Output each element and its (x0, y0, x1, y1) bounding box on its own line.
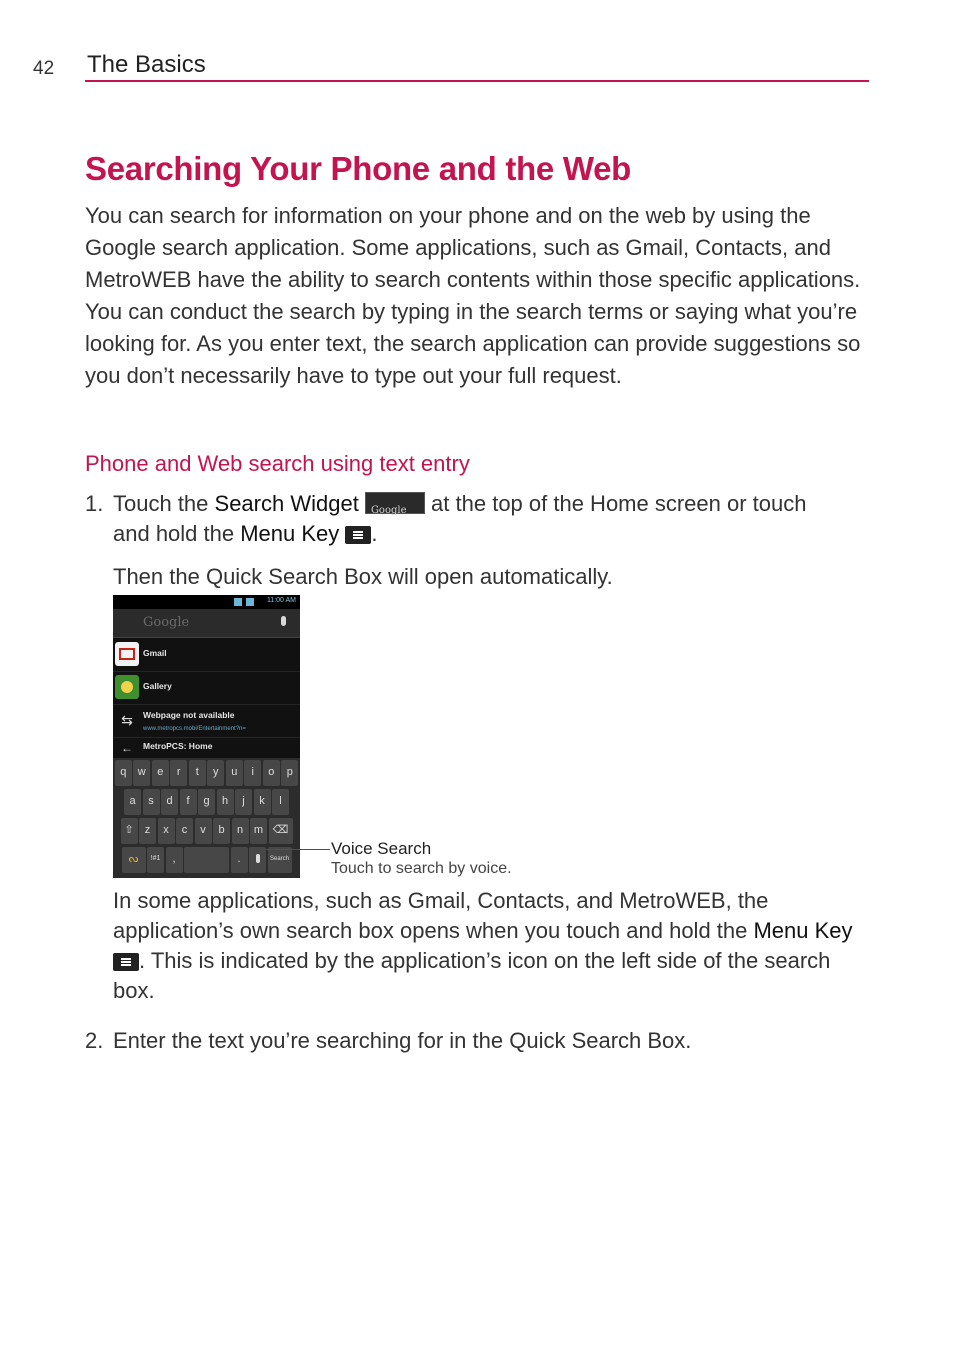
voice-key[interactable] (249, 847, 266, 873)
list-item[interactable] (113, 639, 300, 672)
key[interactable]: b (213, 818, 230, 844)
step-1-number: 1. (85, 491, 104, 516)
key[interactable]: d (161, 789, 178, 815)
page-number: 42 (33, 58, 55, 79)
comma-key[interactable]: , (166, 847, 183, 873)
key[interactable]: k (254, 789, 271, 815)
list-item[interactable] (113, 738, 300, 759)
search-widget-label: Search Widget (214, 491, 359, 516)
result-title: MetroPCS: Home (143, 741, 213, 751)
menu-key-label: Menu Key (753, 918, 853, 943)
subheading: Phone and Web search using text entry (85, 451, 470, 476)
history-icon: ← (121, 741, 133, 755)
key[interactable]: i (244, 760, 261, 786)
swype-key[interactable]: ᔓ (122, 847, 146, 873)
status-time: 11:00 AM (266, 597, 296, 604)
key[interactable]: f (180, 789, 197, 815)
list-item[interactable] (113, 705, 300, 738)
shift-key[interactable]: ⇧ (121, 818, 138, 844)
step-1-text-d: . (371, 521, 378, 546)
keyboard-row-1 (113, 760, 300, 788)
voice-search-icon[interactable] (281, 616, 286, 626)
space-key[interactable] (184, 847, 229, 873)
menu-key-icon (345, 526, 371, 544)
key[interactable]: v (195, 818, 212, 844)
intro-paragraph: You can search for information on your phone and on the web by using the Google search application. Some applications, such as Gmail, Contacts, and MetroWEB have the ability to search contents within those specific applications. You can conduct the search by typing in the search terms or saying what you’re looking for. As you enter text, the search application can provide suggestions so you don’t necessarily have to type out your full request. (85, 203, 861, 388)
key[interactable]: u (226, 760, 243, 786)
period-key[interactable]: . (231, 847, 248, 873)
key[interactable]: h (217, 789, 234, 815)
key[interactable]: q (115, 760, 132, 786)
backspace-key[interactable]: ⌫ (269, 818, 293, 844)
key[interactable]: z (139, 818, 156, 844)
para2-text-b: . This is indicated by the application’s icon on the left side of the search box. (113, 948, 831, 1003)
key[interactable]: l (272, 789, 289, 815)
callout-description: Touch to search by voice. (331, 860, 512, 877)
menu-key-paragraph (113, 886, 853, 1006)
key[interactable]: y (207, 760, 224, 786)
section-name: The Basics (87, 51, 206, 78)
history-icon: ⇆ (121, 712, 133, 728)
search-widget-icon (365, 492, 425, 514)
key[interactable]: m (250, 818, 267, 844)
keyboard-row-2 (113, 789, 300, 817)
key[interactable]: x (158, 818, 175, 844)
onscreen-keyboard (113, 758, 300, 878)
menu-key-label: Menu Key (240, 521, 340, 546)
microphone-icon (256, 854, 260, 863)
gmail-icon (115, 642, 139, 666)
symbols-key[interactable]: !#1 (147, 847, 164, 873)
search-placeholder: Google (143, 615, 190, 630)
status-bar (113, 595, 300, 609)
search-key[interactable]: Search (268, 847, 292, 873)
widget-label: Google (370, 505, 407, 516)
keyboard-row-3 (113, 818, 300, 846)
key[interactable]: e (152, 760, 169, 786)
result-url: www.metropcs.mobi/Entertainment?n= (143, 726, 246, 732)
list-item[interactable] (113, 672, 300, 705)
key[interactable]: c (176, 818, 193, 844)
step-2-text: Enter the text you’re searching for in the Quick Search Box. (113, 1028, 692, 1053)
step-1-text-c: and hold the (113, 521, 241, 546)
quick-search-box[interactable] (113, 609, 300, 638)
key[interactable]: p (281, 760, 298, 786)
step-1-then: Then the Quick Search Box will open automatically. (113, 564, 613, 589)
step-1-text-b: at the top of the Home screen or touch (424, 491, 807, 516)
callout-line (266, 849, 330, 850)
key[interactable]: t (189, 760, 206, 786)
result-title: Webpage not available (143, 710, 235, 720)
callout-title: Voice Search (331, 839, 432, 858)
key[interactable]: j (235, 789, 252, 815)
key[interactable]: s (143, 789, 160, 815)
signal-icon (234, 598, 254, 606)
page-title: Searching Your Phone and the Web (85, 150, 631, 187)
header-rule (85, 80, 869, 82)
step-2-number: 2. (85, 1028, 104, 1053)
result-title: Gmail (143, 648, 167, 658)
key[interactable]: n (232, 818, 249, 844)
key[interactable]: r (170, 760, 187, 786)
result-title: Gallery (143, 681, 172, 691)
step-1-text-a: Touch the (113, 491, 215, 516)
key[interactable]: w (133, 760, 150, 786)
quick-search-screenshot (113, 595, 300, 878)
keyboard-row-4 (113, 847, 300, 875)
key[interactable]: a (124, 789, 141, 815)
para2-text-a: In some applications, such as Gmail, Contacts, and MetroWEB, the application’s own search box opens when you touch and hold the (113, 888, 769, 943)
key[interactable]: o (263, 760, 280, 786)
menu-key-icon (113, 953, 139, 971)
key[interactable]: g (198, 789, 215, 815)
gallery-icon (115, 675, 139, 699)
step-1-text (113, 489, 873, 549)
